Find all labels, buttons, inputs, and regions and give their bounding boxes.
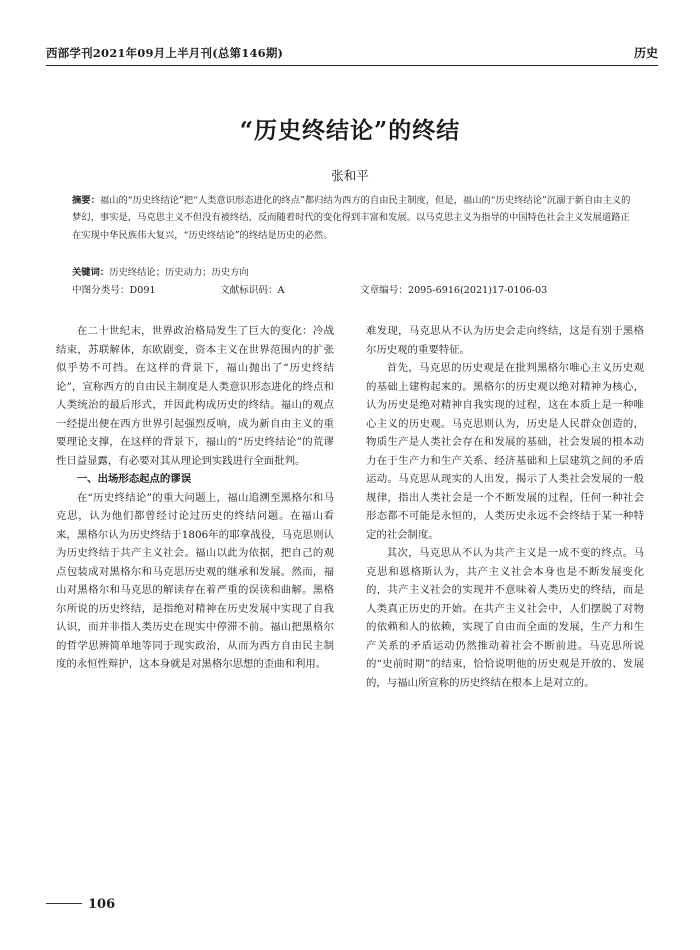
paragraph: 首先，马克思的历史观是在批判黑格尔唯心主义历史观的基础上建构起来的。黑格尔的历史观以绝对精神为核心，认为历史是绝对精神自我实现的过程，这在本质上是一种唯心主义的历史观。马克思则认为，历史是人民群众创造的，物质生产是人类社会存在和发展的基础，社会发展的根本动力在于生产力和生产关系、经济基础和上层建筑之间的矛盾运动。马克思从现实的人出发，揭示了人类社会发展的一般规律，指出人类社会是一个不断发展的过程，任何一种社会形态都不可能是永恒的，人类历史永远不会终结于某一种特定的社会制度。	[366, 362, 644, 541]
footer-rule	[46, 903, 82, 904]
document-code: 文献标识码：A	[220, 285, 285, 296]
keywords-label: 关键词：	[72, 267, 110, 278]
paragraph: 难发现，马克思从不认为历史会走向终结，这是有别于黑格尔历史观的重要特征。	[366, 325, 644, 356]
journal-info: 西部学刊2021年09月上半月刊(总第146期)	[46, 46, 284, 60]
body-column-right	[366, 322, 644, 878]
abstract-label: 摘要：	[72, 195, 100, 206]
paragraph: 在二十世纪末，世界政治格局发生了巨大的变化：冷战结束，苏联解体，东欧剧变，资本主义在世界范围内的扩张似乎势不可挡。在这样的背景下，福山抛出了“历史终结论”，宣称西方的自由民主制度是人类意识形态进化的终点和人类统治的最后形式，并因此构成历史的终结。福山的观点一经提出便在西方世界引起强烈反响，成为新自由主义的重要理论支撑，在这样的背景下，福山的“历史终结论”的荒谬性日益显露，有必要对其从理论到实践进行全面批判。	[56, 325, 334, 467]
running-header	[46, 40, 658, 66]
section-heading: 一、出场形态起点的谬误	[76, 473, 192, 485]
section-label: 历史	[633, 46, 658, 60]
abstract-text: 福山的“历史终结论”把“人类意识形态进化的终点”都归结为西方的自由民主制度，但是，福山的“历史终结论”沉溺于新自由主义的梦幻，事实是，马克思主义不但没有被终结，反而随着时代的变化得到丰富和发展。以马克思主义为指导的中国特色社会主义发展道路正在实现中华民族伟大复兴，“历史终结论”的终结是历史的必然。	[72, 195, 631, 241]
article-title: “历史终结论”的终结	[239, 117, 461, 144]
keywords-text: 历史终结论；历史动力；历史方向	[109, 267, 249, 278]
paragraph: 其次，马克思从不认为共产主义是一成不变的终点。马克思和恩格斯认为，共产主义社会本身也是不断发展变化的，共产主义社会的实现并不意味着人类历史的终结，而是人类真正历史的开始。在共产主义社会中，人们摆脱了对物的依赖和人的依赖，实现了自由而全面的发展，生产力和生产关系的矛盾运动仍然推动着社会不断前进。马克思所说的“史前时期”的结束，恰恰说明他的历史观是开放的、发展的，与福山所宣称的历史终结在根本上是对立的。	[366, 547, 644, 689]
keywords	[72, 264, 632, 281]
article-meta	[72, 282, 632, 296]
article-number: 文章编号：2095-6916(2021)17-0106-03	[360, 285, 548, 296]
clc-number: 中图分类号：D091	[72, 285, 156, 296]
body-column-left	[56, 322, 334, 878]
paragraph: 在“历史终结论”的重大问题上，福山追溯至黑格尔和马克思，认为他们都曾经讨论过历史的终结问题。在福山看来，黑格尔认为历史终结于1806年的耶拿战役，马克思则认为历史终结于共产主义社会。福山以此为依据，把自己的观点包装成对黑格尔和马克思历史观的继承和发展。然而，福山对黑格尔和马克思的解读存在着严重的误读和曲解。黑格尔所说的历史终结，是指绝对精神在历史发展中实现了自我认识，而并非指人类历史在现实中停滞不前。福山把黑格尔的哲学思辨简单地等同于现实政治，从而为西方自由民主制度的永恒性辩护，这本身就是对黑格尔思想的歪曲和利用。	[56, 491, 334, 670]
author-name: 张和平	[331, 168, 369, 183]
abstract	[72, 192, 632, 244]
page-number: 106	[88, 897, 116, 912]
